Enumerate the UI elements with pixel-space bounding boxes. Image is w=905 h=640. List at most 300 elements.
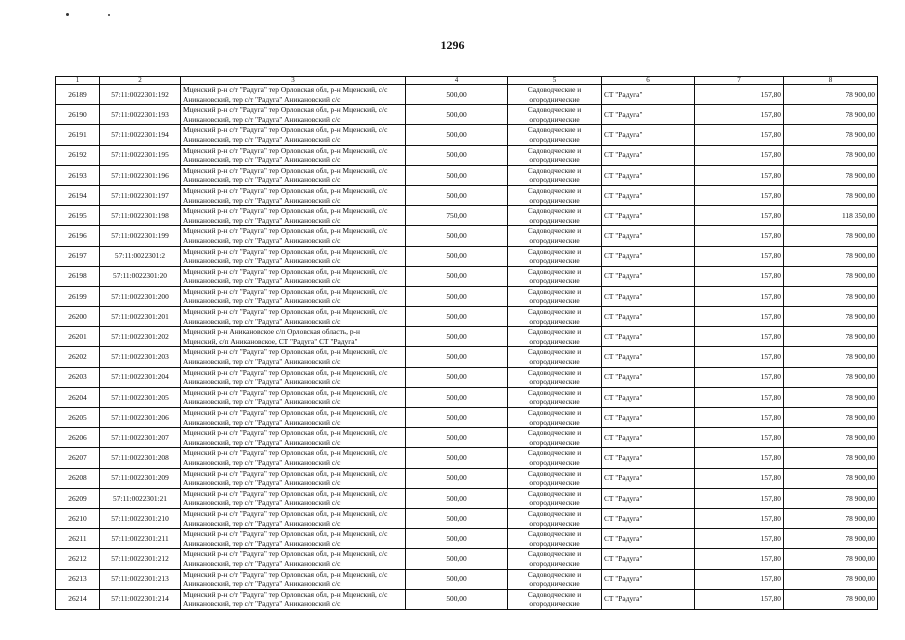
cadastral-number-cell: 57:11:0022301:205 xyxy=(100,387,181,407)
address-cell xyxy=(181,105,406,125)
land-use-line: огороднические xyxy=(529,417,580,427)
cadastral-value-cell: 78 900,00 xyxy=(784,327,878,347)
land-use-line: Садоводческие и xyxy=(527,529,582,539)
area-cell: 500,00 xyxy=(406,286,508,306)
owner-cell: СТ "Радуга" xyxy=(602,367,695,387)
land-use-line: Садоводческие и xyxy=(527,387,582,397)
address-line: Аникановский, тер с/т "Радуга" Аникановский с/с xyxy=(183,498,341,508)
owner-cell: СТ "Радуга" xyxy=(602,387,695,407)
address-line: Мценский р-н с/т "Радуга" тер Орловская обл, р-н Мценский, с/с xyxy=(183,307,388,317)
address-line: Мценский р-н с/т "Радуга" тер Орловская обл, р-н Мценский, с/с xyxy=(183,266,388,276)
cadastral-value-cell: 78 900,00 xyxy=(784,226,878,246)
land-use-line: огороднические xyxy=(529,114,580,124)
address-line: Аникановский, тер с/т "Радуга" Аникановский с/с xyxy=(183,558,341,568)
land-use-line: Садоводческие и xyxy=(527,488,582,498)
address-line: Аникановский, тер с/т "Радуга" Аникановский с/с xyxy=(183,457,341,467)
area-cell: 750,00 xyxy=(406,206,508,226)
owner-cell: СТ "Радуга" xyxy=(602,488,695,508)
land-use-cell xyxy=(508,125,602,145)
land-use-line: огороднические xyxy=(529,316,580,326)
address-cell xyxy=(181,428,406,448)
address-line: Аникановский, тер с/т "Радуга" Аникановский с/с xyxy=(183,155,341,165)
address-line: Мценский р-н с/т "Радуга" тер Орловская обл, р-н Мценский, с/с xyxy=(183,448,388,458)
cadastral-value-cell: 78 900,00 xyxy=(784,428,878,448)
area-cell: 500,00 xyxy=(406,367,508,387)
land-use-line: Садоводческие и xyxy=(527,85,582,94)
address-line: Аникановский, тер с/т "Радуга" Аникановский с/с xyxy=(183,114,341,124)
address-line: Аникановский, тер с/т "Радуга" Аникановский с/с xyxy=(183,235,341,245)
land-use-line: Садоводческие и xyxy=(527,448,582,458)
rate-cell: 157,80 xyxy=(695,226,784,246)
land-use-line: Садоводческие и xyxy=(527,508,582,518)
land-use-line: Садоводческие и xyxy=(527,367,582,377)
cadastral-value-cell: 78 900,00 xyxy=(784,569,878,589)
row-number-cell: 26205 xyxy=(56,408,100,428)
rate-cell: 157,80 xyxy=(695,508,784,528)
table-row xyxy=(56,589,878,609)
row-number-cell: 26189 xyxy=(56,85,100,105)
land-use-cell xyxy=(508,226,602,246)
land-use-line: огороднические xyxy=(529,296,580,306)
land-use-line: огороднические xyxy=(529,256,580,266)
column-number: 4 xyxy=(406,77,508,85)
row-number-cell: 26192 xyxy=(56,145,100,165)
land-use-line: огороднические xyxy=(529,336,580,346)
land-use-line: огороднические xyxy=(529,599,580,609)
land-use-line: Садоводческие и xyxy=(527,307,582,317)
area-cell: 500,00 xyxy=(406,145,508,165)
area-cell: 500,00 xyxy=(406,266,508,286)
cadastral-value-cell: 78 900,00 xyxy=(784,529,878,549)
table-row xyxy=(56,387,878,407)
row-number-cell: 26212 xyxy=(56,549,100,569)
land-use-cell xyxy=(508,266,602,286)
address-cell xyxy=(181,347,406,367)
table-row xyxy=(56,286,878,306)
land-use-line: Садоводческие и xyxy=(527,428,582,438)
address-line: Аникановский, тер с/т "Радуга" Аникановский с/с xyxy=(183,94,341,104)
address-line: Мценский р-н с/т "Радуга" тер Орловская обл, р-н Мценский, с/с xyxy=(183,85,388,94)
cadastral-value-cell: 78 900,00 xyxy=(784,125,878,145)
land-use-cell xyxy=(508,85,602,105)
cadastral-value-cell: 78 900,00 xyxy=(784,508,878,528)
column-number: 5 xyxy=(508,77,602,85)
land-use-cell xyxy=(508,347,602,367)
rate-cell: 157,80 xyxy=(695,105,784,125)
land-use-cell xyxy=(508,428,602,448)
rate-cell: 157,80 xyxy=(695,266,784,286)
address-cell xyxy=(181,125,406,145)
cadastral-number-cell: 57:11:0022301:206 xyxy=(100,408,181,428)
address-cell xyxy=(181,206,406,226)
rate-cell: 157,80 xyxy=(695,347,784,367)
row-number-cell: 26207 xyxy=(56,448,100,468)
owner-cell: СТ "Радуга" xyxy=(602,185,695,205)
owner-cell: СТ "Радуга" xyxy=(602,408,695,428)
scan-speck xyxy=(108,14,110,16)
row-number-cell: 26202 xyxy=(56,347,100,367)
table-row xyxy=(56,85,878,105)
address-cell xyxy=(181,569,406,589)
row-number-cell: 26209 xyxy=(56,488,100,508)
address-cell xyxy=(181,448,406,468)
row-number-cell: 26208 xyxy=(56,468,100,488)
cadastral-number-cell: 57:11:0022301:2 xyxy=(100,246,181,266)
address-cell xyxy=(181,589,406,609)
address-line: Аникановский, тер с/т "Радуга" Аникановский с/с xyxy=(183,316,341,326)
row-number-cell: 26198 xyxy=(56,266,100,286)
cadastral-number-cell: 57:11:0022301:200 xyxy=(100,286,181,306)
land-use-line: Садоводческие и xyxy=(527,327,582,337)
cadastral-number-cell: 57:11:0022301:212 xyxy=(100,549,181,569)
table-row xyxy=(56,529,878,549)
area-cell: 500,00 xyxy=(406,408,508,428)
land-use-line: Садоводческие и xyxy=(527,226,582,236)
rate-cell: 157,80 xyxy=(695,165,784,185)
address-cell xyxy=(181,549,406,569)
row-number-cell: 26201 xyxy=(56,327,100,347)
land-use-cell xyxy=(508,185,602,205)
cadastral-number-cell: 57:11:0022301:209 xyxy=(100,468,181,488)
column-number: 6 xyxy=(602,77,695,85)
land-use-line: огороднические xyxy=(529,134,580,144)
cadastral-number-cell: 57:11:0022301:193 xyxy=(100,105,181,125)
column-number: 2 xyxy=(100,77,181,85)
area-cell: 500,00 xyxy=(406,165,508,185)
land-use-line: Садоводческие и xyxy=(527,347,582,357)
cadastral-value-cell: 78 900,00 xyxy=(784,185,878,205)
owner-cell: СТ "Радуга" xyxy=(602,286,695,306)
cadastral-value-cell: 78 900,00 xyxy=(784,145,878,165)
land-use-cell xyxy=(508,569,602,589)
cadastral-value-cell: 78 900,00 xyxy=(784,549,878,569)
row-number-cell: 26210 xyxy=(56,508,100,528)
cadastral-value-cell: 78 900,00 xyxy=(784,165,878,185)
address-line: Аникановский, тер с/т "Радуга" Аникановский с/с xyxy=(183,377,341,387)
owner-cell: СТ "Радуга" xyxy=(602,145,695,165)
land-use-cell xyxy=(508,327,602,347)
land-use-line: Садоводческие и xyxy=(527,408,582,417)
cadastral-table xyxy=(55,76,878,610)
address-cell xyxy=(181,85,406,105)
area-cell: 500,00 xyxy=(406,226,508,246)
area-cell: 500,00 xyxy=(406,347,508,367)
row-number-cell: 26190 xyxy=(56,105,100,125)
land-use-cell xyxy=(508,529,602,549)
table-row xyxy=(56,488,878,508)
area-cell: 500,00 xyxy=(406,387,508,407)
cadastral-number-cell: 57:11:0022301:20 xyxy=(100,266,181,286)
address-line: Аникановский, тер с/т "Радуга" Аникановский с/с xyxy=(183,256,341,266)
table-row xyxy=(56,307,878,327)
address-cell xyxy=(181,327,406,347)
rate-cell: 157,80 xyxy=(695,468,784,488)
land-use-cell xyxy=(508,206,602,226)
address-line: Мценский р-н с/т "Радуга" тер Орловская обл, р-н Мценский, с/с xyxy=(183,105,388,115)
area-cell: 500,00 xyxy=(406,85,508,105)
address-line: Аникановский, тер с/т "Радуга" Аникановский с/с xyxy=(183,538,341,548)
owner-cell: СТ "Радуга" xyxy=(602,125,695,145)
address-line: Мценский р-н с/т "Радуга" тер Орловская обл, р-н Мценский, с/с xyxy=(183,529,388,539)
table-row xyxy=(56,145,878,165)
cadastral-value-cell: 78 900,00 xyxy=(784,105,878,125)
rate-cell: 157,80 xyxy=(695,85,784,105)
rate-cell: 157,80 xyxy=(695,185,784,205)
table-row xyxy=(56,125,878,145)
address-line: Аникановский, тер с/т "Радуга" Аникановский с/с xyxy=(183,518,341,528)
area-cell: 500,00 xyxy=(406,307,508,327)
rate-cell: 157,80 xyxy=(695,408,784,428)
address-cell xyxy=(181,488,406,508)
cadastral-value-cell: 78 900,00 xyxy=(784,286,878,306)
land-use-line: Садоводческие и xyxy=(527,589,582,599)
land-use-cell xyxy=(508,468,602,488)
cadastral-value-cell: 78 900,00 xyxy=(784,307,878,327)
address-cell xyxy=(181,408,406,428)
row-number-cell: 26211 xyxy=(56,529,100,549)
area-cell: 500,00 xyxy=(406,448,508,468)
address-line: Мценский р-н с/т "Радуга" тер Орловская обл, р-н Мценский, с/с xyxy=(183,569,388,579)
cadastral-value-cell: 78 900,00 xyxy=(784,387,878,407)
land-use-line: огороднические xyxy=(529,397,580,407)
address-line: Мценский р-н с/т "Радуга" тер Орловская обл, р-н Мценский, с/с xyxy=(183,185,388,195)
cadastral-value-cell: 78 900,00 xyxy=(784,347,878,367)
column-number: 3 xyxy=(181,77,406,85)
table-row xyxy=(56,408,878,428)
cadastral-value-cell: 78 900,00 xyxy=(784,85,878,105)
address-line: Мценский р-н с/т "Радуга" тер Орловская обл, р-н Мценский, с/с xyxy=(183,145,388,155)
cadastral-value-cell: 78 900,00 xyxy=(784,246,878,266)
address-cell xyxy=(181,468,406,488)
address-line: Мценский р-н с/т "Радуга" тер Орловская обл, р-н Мценский, с/с xyxy=(183,367,388,377)
land-use-line: Садоводческие и xyxy=(527,165,582,175)
cadastral-number-cell: 57:11:0022301:214 xyxy=(100,589,181,609)
owner-cell: СТ "Радуга" xyxy=(602,347,695,367)
address-line: Мценский р-н с/т "Радуга" тер Орловская обл, р-н Мценский, с/с xyxy=(183,246,388,256)
address-line: Мценский р-н с/т "Радуга" тер Орловская обл, р-н Мценский, с/с xyxy=(183,125,388,135)
address-line: Аникановский, тер с/т "Радуга" Аникановский с/с xyxy=(183,276,341,286)
table-row xyxy=(56,428,878,448)
address-line: Аникановский, тер с/т "Радуга" Аникановский с/с xyxy=(183,195,341,205)
column-number: 7 xyxy=(695,77,784,85)
cadastral-number-cell: 57:11:0022301:210 xyxy=(100,508,181,528)
cadastral-value-cell: 78 900,00 xyxy=(784,488,878,508)
area-cell: 500,00 xyxy=(406,589,508,609)
owner-cell: СТ "Радуга" xyxy=(602,206,695,226)
land-use-cell xyxy=(508,589,602,609)
address-line: Мценский р-н с/т "Радуга" тер Орловская обл, р-н Мценский, с/с xyxy=(183,488,388,498)
land-use-cell xyxy=(508,286,602,306)
land-use-line: огороднические xyxy=(529,94,580,104)
area-cell: 500,00 xyxy=(406,105,508,125)
address-line: Аникановский, тер с/т "Радуга" Аникановский с/с xyxy=(183,397,341,407)
table-row xyxy=(56,569,878,589)
rate-cell: 157,80 xyxy=(695,327,784,347)
cadastral-number-cell: 57:11:0022301:199 xyxy=(100,226,181,246)
table-row xyxy=(56,549,878,569)
cadastral-number-cell: 57:11:0022301:207 xyxy=(100,428,181,448)
rate-cell: 157,80 xyxy=(695,428,784,448)
owner-cell: СТ "Радуга" xyxy=(602,266,695,286)
address-line: Мценский р-н с/т "Радуга" тер Орловская обл, р-н Мценский, с/с xyxy=(183,408,388,417)
cadastral-number-cell: 57:11:0022301:21 xyxy=(100,488,181,508)
cadastral-value-cell: 78 900,00 xyxy=(784,589,878,609)
cadastral-value-cell: 78 900,00 xyxy=(784,408,878,428)
area-cell: 500,00 xyxy=(406,185,508,205)
table-row xyxy=(56,468,878,488)
address-cell xyxy=(181,145,406,165)
address-line: Аникановский, тер с/т "Радуга" Аникановский с/с xyxy=(183,175,341,185)
land-use-line: Садоводческие и xyxy=(527,145,582,155)
address-line: Мценский р-н с/т "Радуга" тер Орловская обл, р-н Мценский, с/с xyxy=(183,206,388,216)
land-use-line: Садоводческие и xyxy=(527,246,582,256)
land-use-line: Садоводческие и xyxy=(527,266,582,276)
cadastral-number-cell: 57:11:0022301:195 xyxy=(100,145,181,165)
rate-cell: 157,80 xyxy=(695,246,784,266)
area-cell: 500,00 xyxy=(406,125,508,145)
rate-cell: 157,80 xyxy=(695,387,784,407)
land-use-line: огороднические xyxy=(529,437,580,447)
land-use-cell xyxy=(508,549,602,569)
scan-speck xyxy=(66,13,69,16)
owner-cell: СТ "Радуга" xyxy=(602,589,695,609)
area-cell: 500,00 xyxy=(406,529,508,549)
land-use-line: Садоводческие и xyxy=(527,185,582,195)
row-number-cell: 26194 xyxy=(56,185,100,205)
row-number-cell: 26196 xyxy=(56,226,100,246)
address-cell xyxy=(181,226,406,246)
row-number-cell: 26191 xyxy=(56,125,100,145)
owner-cell: СТ "Радуга" xyxy=(602,508,695,528)
column-number: 8 xyxy=(784,77,878,85)
cadastral-value-cell: 78 900,00 xyxy=(784,266,878,286)
area-cell: 500,00 xyxy=(406,246,508,266)
address-line: Мценский р-н с/т "Радуга" тер Орловская обл, р-н Мценский, с/с xyxy=(183,226,388,236)
address-line: Мценский р-н с/т "Радуга" тер Орловская обл, р-н Мценский, с/с xyxy=(183,428,388,438)
land-use-line: огороднические xyxy=(529,518,580,528)
land-use-cell xyxy=(508,367,602,387)
address-cell xyxy=(181,387,406,407)
address-line: Аникановский, тер с/т "Радуга" Аникановский с/с xyxy=(183,579,341,589)
land-use-cell xyxy=(508,145,602,165)
land-use-line: огороднические xyxy=(529,235,580,245)
row-number-cell: 26206 xyxy=(56,428,100,448)
cadastral-number-cell: 57:11:0022301:196 xyxy=(100,165,181,185)
land-use-line: огороднические xyxy=(529,478,580,488)
cadastral-number-cell: 57:11:0022301:198 xyxy=(100,206,181,226)
land-use-line: огороднические xyxy=(529,215,580,225)
address-cell xyxy=(181,266,406,286)
land-use-cell xyxy=(508,448,602,468)
address-line: Мценский р-н с/т "Радуга" тер Орловская обл, р-н Мценский, с/с xyxy=(183,165,388,175)
cadastral-value-cell: 78 900,00 xyxy=(784,367,878,387)
rate-cell: 157,80 xyxy=(695,367,784,387)
row-number-cell: 26200 xyxy=(56,307,100,327)
table-row xyxy=(56,105,878,125)
cadastral-number-cell: 57:11:0022301:203 xyxy=(100,347,181,367)
rate-cell: 157,80 xyxy=(695,549,784,569)
row-number-cell: 26203 xyxy=(56,367,100,387)
owner-cell: СТ "Радуга" xyxy=(602,246,695,266)
cadastral-number-cell: 57:11:0022301:197 xyxy=(100,185,181,205)
owner-cell: СТ "Радуга" xyxy=(602,307,695,327)
cadastral-value-cell: 118 350,00 xyxy=(784,206,878,226)
cadastral-number-cell: 57:11:0022301:194 xyxy=(100,125,181,145)
address-line: Мценский р-н Аникановское с/п Орловская область, р-н xyxy=(183,327,360,337)
address-line: Мценский р-н с/т "Радуга" тер Орловская обл, р-н Мценский, с/с xyxy=(183,589,388,599)
area-cell: 500,00 xyxy=(406,428,508,448)
table-row xyxy=(56,246,878,266)
address-cell xyxy=(181,529,406,549)
address-line: Аникановский, тер с/т "Радуга" Аникановский с/с xyxy=(183,357,341,367)
land-use-cell xyxy=(508,105,602,125)
land-use-line: Садоводческие и xyxy=(527,549,582,559)
cadastral-number-cell: 57:11:0022301:211 xyxy=(100,529,181,549)
owner-cell: СТ "Радуга" xyxy=(602,428,695,448)
address-cell xyxy=(181,367,406,387)
address-cell xyxy=(181,286,406,306)
address-line: Аникановский, тер с/т "Радуга" Аникановский с/с xyxy=(183,478,341,488)
owner-cell: СТ "Радуга" xyxy=(602,569,695,589)
table-row xyxy=(56,448,878,468)
address-line: Мценский р-н с/т "Радуга" тер Орловская обл, р-н Мценский, с/с xyxy=(183,286,388,296)
column-number-row xyxy=(56,77,878,85)
row-number-cell: 26197 xyxy=(56,246,100,266)
land-use-line: Садоводческие и xyxy=(527,468,582,478)
cadastral-number-cell: 57:11:0022301:208 xyxy=(100,448,181,468)
cadastral-number-cell: 57:11:0022301:202 xyxy=(100,327,181,347)
address-line: Аникановский, тер с/т "Радуга" Аникановский с/с xyxy=(183,134,341,144)
table-row xyxy=(56,508,878,528)
table-row xyxy=(56,266,878,286)
owner-cell: СТ "Радуга" xyxy=(602,105,695,125)
table-row xyxy=(56,226,878,246)
land-use-cell xyxy=(508,508,602,528)
land-use-line: огороднические xyxy=(529,498,580,508)
land-use-line: огороднические xyxy=(529,457,580,467)
land-use-line: Садоводческие и xyxy=(527,105,582,115)
row-number-cell: 26204 xyxy=(56,387,100,407)
land-use-line: Садоводческие и xyxy=(527,125,582,135)
row-number-cell: 26193 xyxy=(56,165,100,185)
cadastral-number-cell: 57:11:0022301:192 xyxy=(100,85,181,105)
rate-cell: 157,80 xyxy=(695,145,784,165)
rate-cell: 157,80 xyxy=(695,448,784,468)
cadastral-number-cell: 57:11:0022301:201 xyxy=(100,307,181,327)
land-use-line: огороднические xyxy=(529,276,580,286)
address-cell xyxy=(181,508,406,528)
rate-cell: 157,80 xyxy=(695,125,784,145)
column-number: 1 xyxy=(56,77,100,85)
land-use-line: огороднические xyxy=(529,155,580,165)
owner-cell: СТ "Радуга" xyxy=(602,468,695,488)
land-use-line: огороднические xyxy=(529,377,580,387)
land-use-cell xyxy=(508,307,602,327)
rate-cell: 157,80 xyxy=(695,529,784,549)
address-line: Аникановский, тер с/т "Радуга" Аникановский с/с xyxy=(183,437,341,447)
rate-cell: 157,80 xyxy=(695,286,784,306)
rate-cell: 157,80 xyxy=(695,569,784,589)
row-number-cell: 26199 xyxy=(56,286,100,306)
address-cell xyxy=(181,165,406,185)
owner-cell: СТ "Радуга" xyxy=(602,549,695,569)
address-cell xyxy=(181,307,406,327)
table-row xyxy=(56,206,878,226)
table-row xyxy=(56,327,878,347)
address-line: Мценский, с/п Аникановское, СТ "Радуга" СТ "Радуга" xyxy=(183,336,358,346)
row-number-cell: 26213 xyxy=(56,569,100,589)
address-line: Аникановский, тер с/т "Радуга" Аникановский с/с xyxy=(183,599,341,609)
